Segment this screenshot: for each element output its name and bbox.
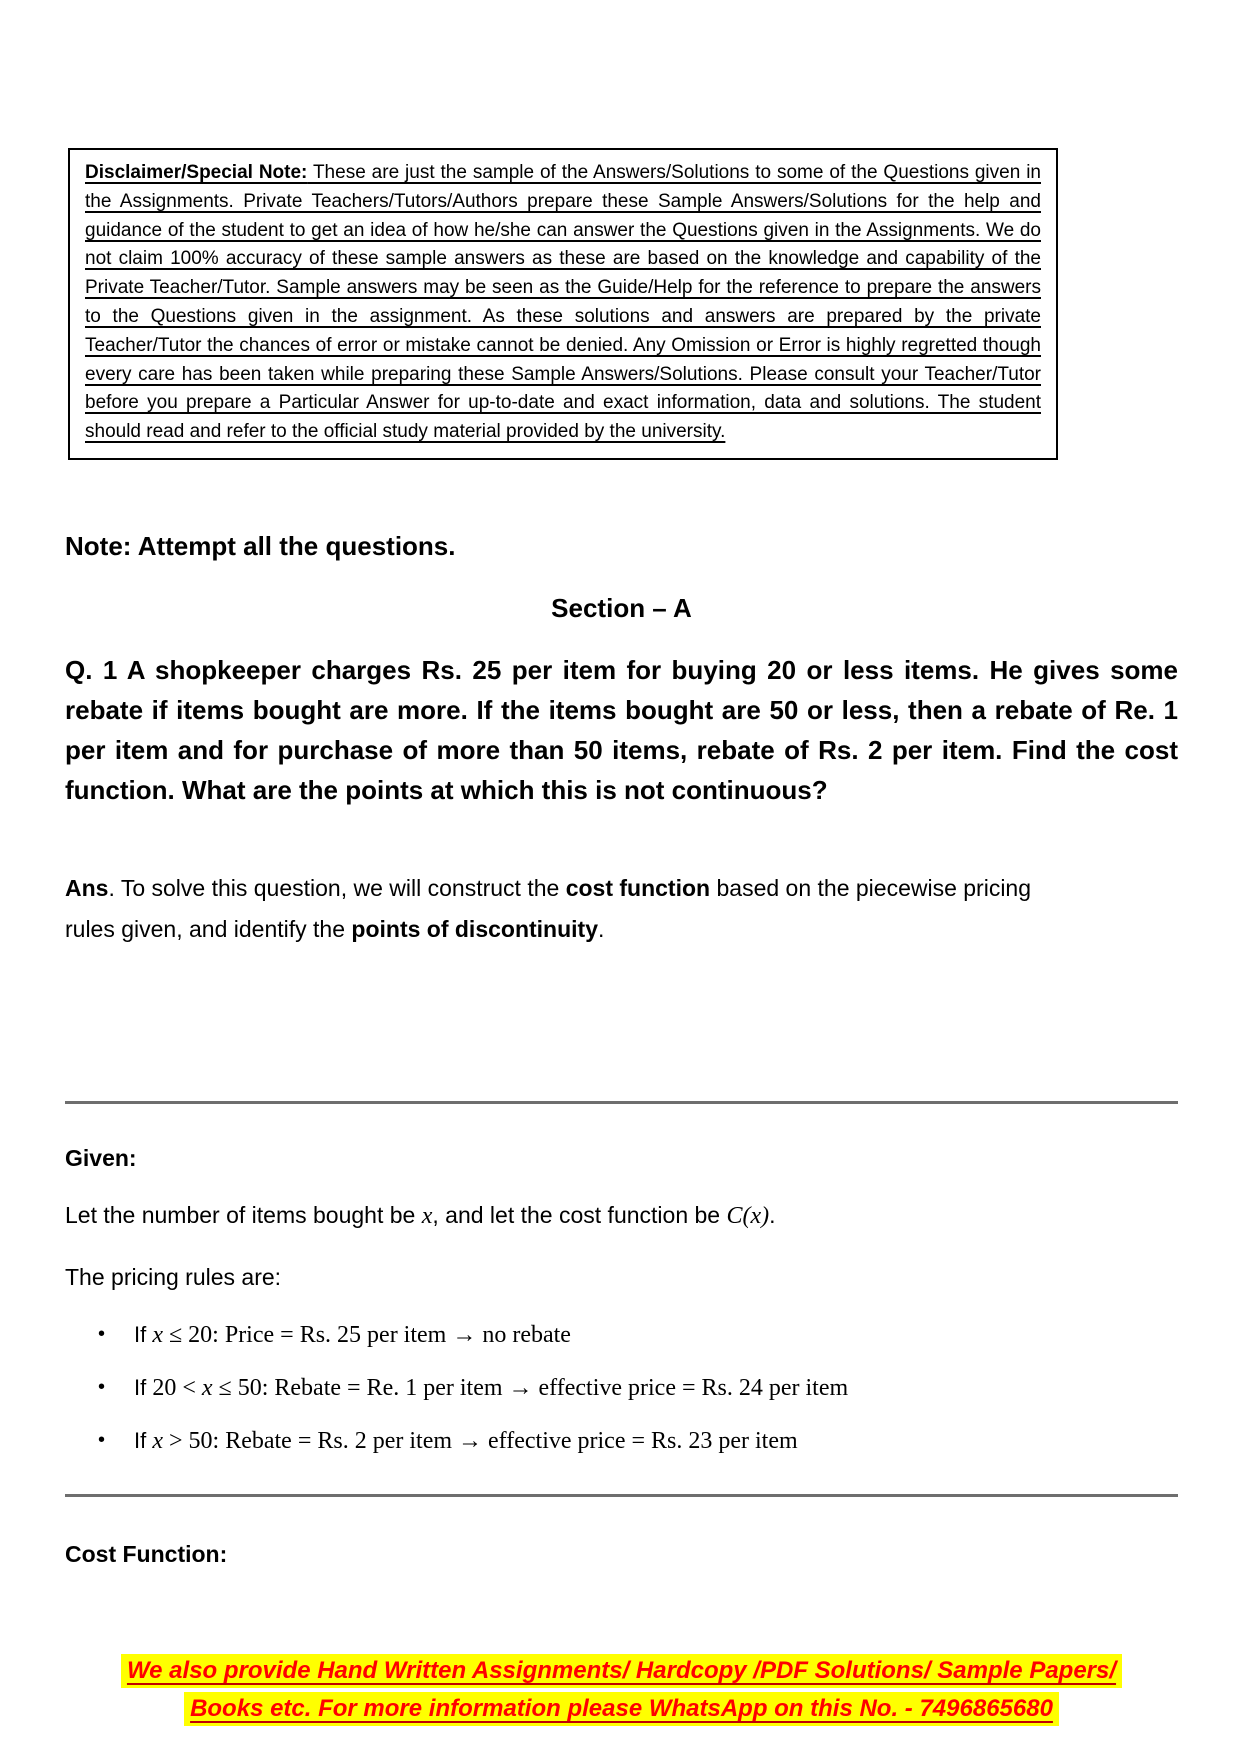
- pricing-rule-item-3: [98, 1422, 1158, 1460]
- given-definition-line: [65, 1198, 1178, 1233]
- cost-function-heading: Cost Function:: [65, 1541, 228, 1567]
- answer-text-1: . To solve this question, we will construct the: [108, 875, 566, 901]
- rule2-if: If: [134, 1375, 153, 1400]
- divider-top: [65, 1101, 1178, 1104]
- rule3-condition: > 50: Rebate = Rs. 2 per item → effective price = Rs. 23 per item: [163, 1428, 798, 1454]
- math-cost-function: C(x): [726, 1203, 770, 1229]
- rule2-pre-math: 20 <: [152, 1375, 202, 1401]
- rule1-condition: ≤ 20: Price = Rs. 25 per item → no rebate: [163, 1322, 571, 1348]
- answer-intro: [65, 868, 1070, 950]
- bullet-icon: •: [98, 1323, 106, 1345]
- pricing-rules-intro: The pricing rules are:: [65, 1264, 282, 1290]
- bullet-icon: •: [98, 1429, 106, 1451]
- ans-label: Ans: [65, 875, 109, 901]
- promo-line-2: Books etc. For more information please WhatsApp on this No. - 7496865680: [184, 1692, 1059, 1726]
- pricing-rule-item-2: [98, 1369, 1158, 1407]
- disclaimer-paragraph: [85, 159, 1041, 447]
- question-text: Q. 1 A shopkeeper charges Rs. 25 per item for buying 20 or less items. He gives some rebate if items bought are more. If the items bought are 50 or less, then a rebate of Re. 1 per item and for purchase of more than 50 items, rebate of Rs. 2 per item. Find the cost function. What are the points at which this is not continuous?: [65, 655, 1178, 805]
- rule2-condition: ≤ 50: Rebate = Re. 1 per item → effective price = Rs. 24 per item: [212, 1375, 849, 1401]
- rule1-if: If: [134, 1322, 153, 1347]
- rule3-if: If: [134, 1428, 153, 1453]
- given-text-2: , and let the cost function be: [432, 1202, 727, 1228]
- given-text-3: .: [769, 1202, 776, 1228]
- rule2-var-x: x: [201, 1375, 213, 1401]
- answer-text-3: .: [598, 916, 605, 942]
- rule3-var-x: x: [152, 1428, 163, 1454]
- promo-footer: [65, 1652, 1178, 1728]
- given-text-1: Let the number of items bought be: [65, 1202, 422, 1228]
- answer-bold-cost-function: cost function: [565, 875, 711, 901]
- pricing-rule-item-1: [98, 1316, 1158, 1354]
- promo-line-1: We also provide Hand Written Assignments/ Hardcopy /PDF Solutions/ Sample Papers/: [121, 1654, 1122, 1688]
- answer-bold-discontinuity: points of discontinuity: [351, 916, 598, 942]
- rule1-var-x: x: [152, 1322, 163, 1348]
- note-line: Note: Attempt all the questions.: [65, 531, 456, 561]
- disclaimer-body: These are just the sample of the Answers/Solutions to some of the Questions given in the Assignments. Private Teachers/Tutors/Authors prepare these Sample Answers/Solutions for the help and guidance of the student to get an idea of how he/she can answer the Questions given in the Assignments. We do not claim 100% accuracy of these sample answers as these are based on the knowledge and capability of the Private Teacher/Tutor. Sample answers may be seen as the Guide/Help for the reference to prepare the answers to the Questions given in the assignment. As these solutions and answers are prepared by the private Teacher/Tutor the chances of error or mistake cannot be denied. Any Omission or Error is highly regretted though every care has been taken while preparing these Sample Answers/Solutions. Please consult your Teacher/Tutor before you prepare a Particular Answer for up-to-date and exact information, data and solutions. The student should read and refer to the official study material provided by the university.: [85, 162, 1041, 443]
- disclaimer-label: Disclaimer/Special Note:: [85, 162, 308, 183]
- section-heading: Section – A: [551, 593, 692, 623]
- math-var-x: x: [421, 1203, 433, 1229]
- given-heading: Given:: [65, 1145, 137, 1171]
- divider-bottom: [65, 1494, 1178, 1497]
- answer-text-2: based on the piecewise pricing rules given, and identify the: [65, 875, 1032, 942]
- pricing-rules-list: [98, 1316, 1158, 1475]
- disclaimer-box: [68, 148, 1058, 460]
- bullet-icon: •: [98, 1376, 106, 1398]
